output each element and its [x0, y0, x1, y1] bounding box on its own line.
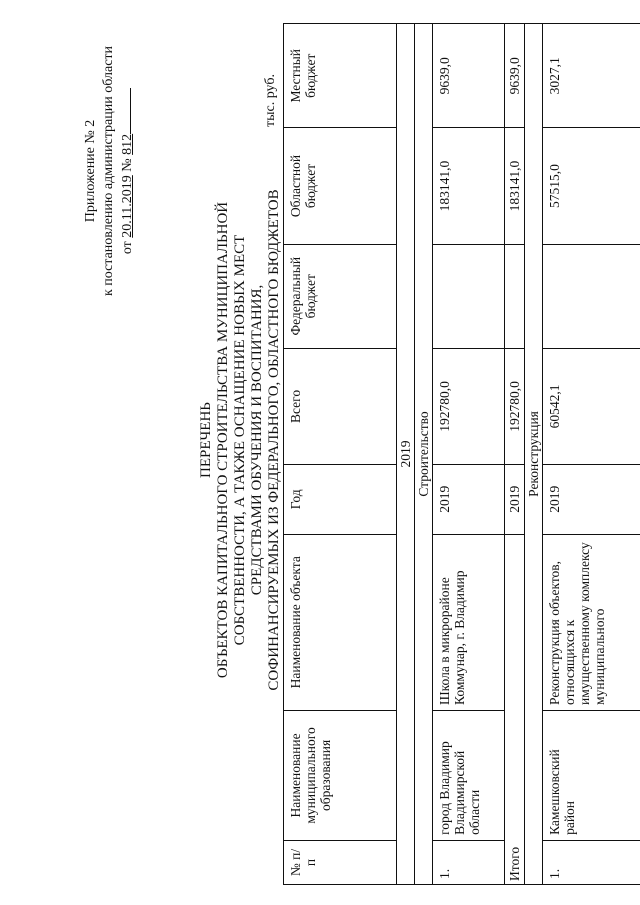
decree-number: 812: [120, 133, 135, 155]
year-section-label: 2019: [397, 24, 415, 885]
number-sign: №: [120, 158, 135, 172]
construction-section-label: Строительство: [415, 24, 433, 885]
title-line-5: СОФИНАНСИРУЕМЫХ ИЗ ФЕДЕРАЛЬНОГО, ОБЛАСТНОГО БЮДЖЕТОВ: [266, 189, 282, 691]
underline-rest: [118, 88, 131, 134]
appendix-reference: к постановлению администрации области: [101, 45, 116, 297]
header-year: Год: [284, 464, 397, 534]
row-federal: [543, 244, 640, 348]
row-year: 2019: [543, 464, 640, 534]
row-num: 1.: [543, 840, 640, 884]
row-regional: 183141,0: [433, 128, 505, 244]
units-label: тыс. руб.: [263, 74, 278, 127]
year-section-row: [397, 24, 415, 885]
row-year: 2019: [433, 464, 505, 534]
header-num: № п/п: [284, 840, 397, 884]
header-local: Местный бюджет: [284, 24, 397, 128]
appendix-number: Приложение № 2: [83, 119, 98, 223]
appendix-date-line: [118, 41, 137, 301]
title-line-3: СОБСТВЕННОСТИ, А ТАКЖЕ ОСНАЩЕНИЕ НОВЫХ МЕСТ: [232, 234, 248, 646]
total-federal: [505, 244, 525, 348]
total-year: 2019: [505, 464, 525, 534]
total-total: 192780,0: [505, 348, 525, 464]
table-row: [433, 24, 505, 885]
header-row: [284, 24, 397, 885]
row-total: 192780,0: [433, 348, 505, 464]
row-municipality: город Владимир Владимирской области: [433, 710, 505, 840]
row-object: Школа в микрорайоне Коммунар, г. Владимир: [433, 534, 505, 710]
header-object: Наименование объекта: [284, 534, 397, 710]
row-num: 1.: [433, 840, 505, 884]
header-municipality: Наименование муниципального образования: [284, 710, 397, 840]
decree-date: 20.11.2019: [120, 175, 135, 238]
total-local: 9639,0: [505, 24, 525, 128]
total-regional: 183141,0: [505, 128, 525, 244]
reconstruction-section-label: Реконструкция: [525, 24, 543, 885]
row-federal: [433, 244, 505, 348]
total-label: Итого: [505, 534, 525, 884]
header-total: Всего: [284, 348, 397, 464]
row-municipality: Камешковский район: [543, 710, 640, 840]
title-line-2: ОБЪЕКТОВ КАПИТАЛЬНОГО СТРОИТЕЛЬСТВА МУНИЦИПАЛЬНОЙ: [215, 201, 231, 679]
construction-section-row: [415, 24, 433, 885]
title-line-1: ПЕРЕЧЕНЬ: [198, 402, 214, 478]
date-prefix: от: [120, 241, 135, 255]
row-object: Реконструкция объектов, относящихся к имущественному комплексу муниципального: [543, 534, 640, 710]
row-local: 9639,0: [433, 24, 505, 128]
header-federal: Федеральный бюджет: [284, 244, 397, 348]
row-total: 60542,1: [543, 348, 640, 464]
total-row: [505, 24, 525, 885]
appendix-block: [82, 41, 137, 301]
document-title: [198, 125, 283, 755]
objects-table: [283, 23, 640, 885]
table-row: [543, 24, 640, 885]
reconstruction-section-row: [525, 24, 543, 885]
title-line-4: СРЕДСТВАМИ ОБУЧЕНИЯ И ВОСПИТАНИЯ,: [249, 284, 265, 596]
row-regional: 57515,0: [543, 128, 640, 244]
header-regional: Областной бюджет: [284, 128, 397, 244]
row-local: 3027,1: [543, 24, 640, 128]
